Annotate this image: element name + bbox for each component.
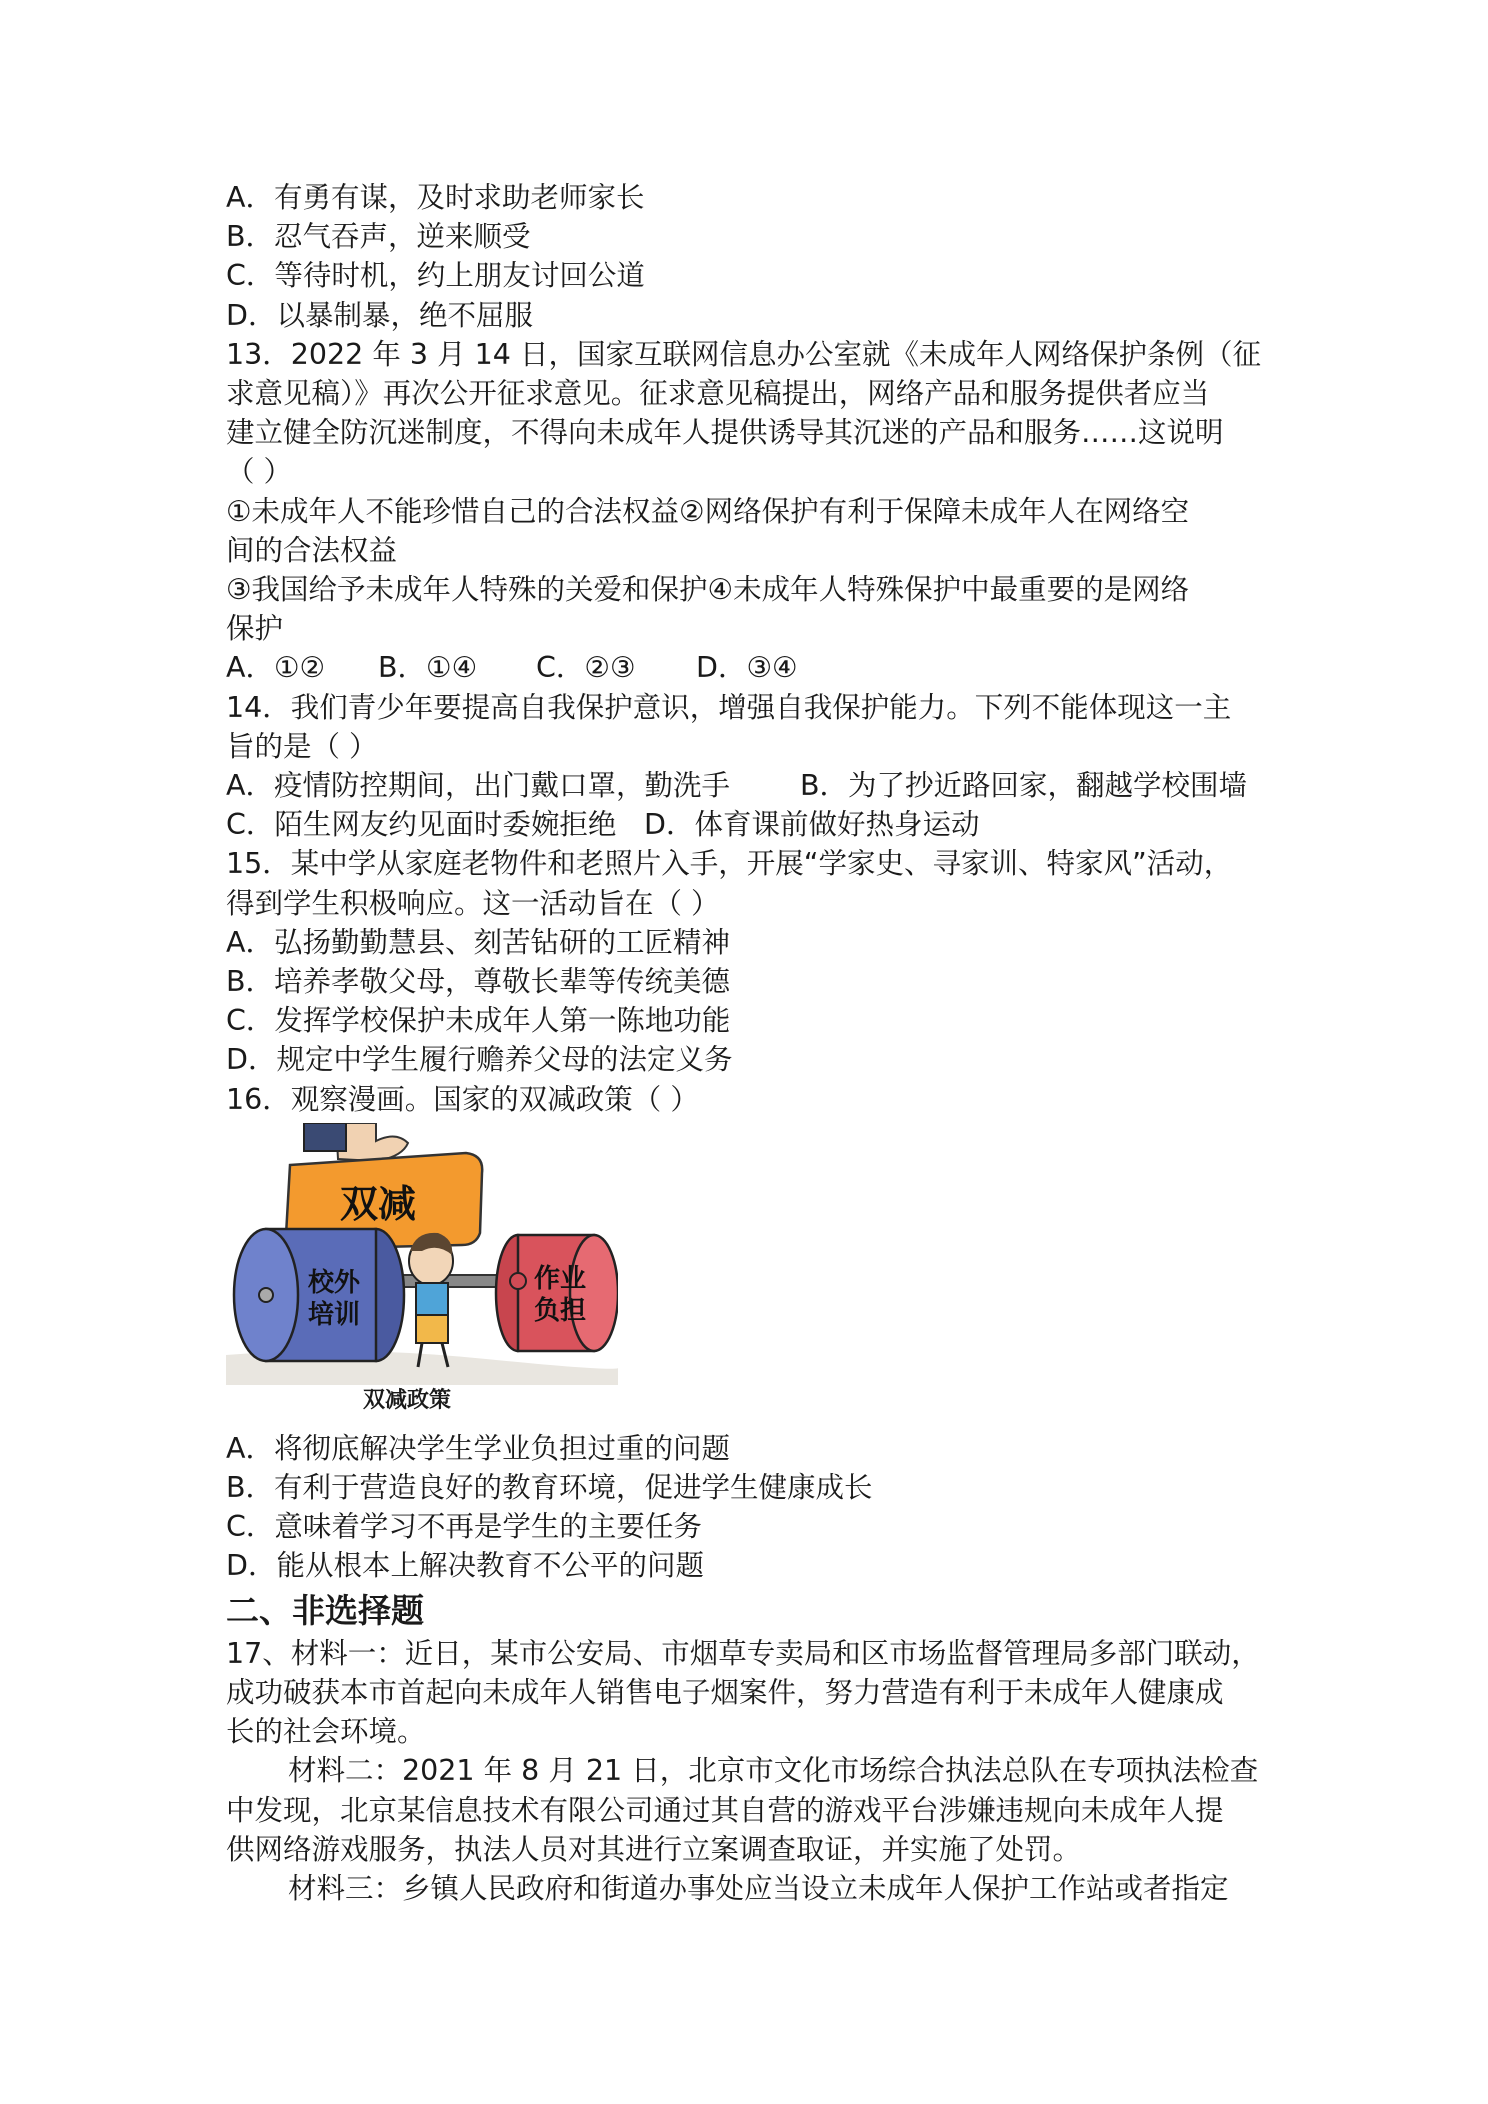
q12-option-c: C．等待时机，约上朋友讨回公道 <box>226 259 645 293</box>
cartoon-left-label-2: 培训 <box>307 1299 361 1330</box>
q15-option-b: B．培养孝敬父母，尊敬长辈等传统美德 <box>226 965 731 999</box>
q17-material-2-line: 中发现，北京某信息技术有限公司通过其自营的游戏平台涉嫌违规向未成年人提 <box>226 1793 1224 1827</box>
q17-material-1-line: 长的社会环境。 <box>226 1715 426 1749</box>
cartoon-left-label-1: 校外 <box>307 1267 361 1298</box>
q13-statement-line: 保护 <box>226 612 284 646</box>
q13-statement-line: ①未成年人不能珍惜自己的合法权益②网络保护有利于保障未成年人在网络空 <box>226 494 1190 528</box>
q13-options <box>226 648 1276 687</box>
q16-stem: 16．观察漫画。国家的双减政策（ ） <box>226 1082 699 1116</box>
q13-stem-line: 13．2022 年 3 月 14 日，国家互联网信息办公室就《未成年人网络保护条例（征 <box>226 337 1261 371</box>
q14-options-row-1 <box>226 766 1276 805</box>
q14-option-a: A．疫情防控期间，出门戴口罩，勤洗手 <box>226 769 730 803</box>
q16-option-c: C．意味着学习不再是学生的主要任务 <box>226 1510 702 1544</box>
q16-option-b: B．有利于营造良好的教育环境，促进学生健康成长 <box>226 1471 873 1505</box>
q15-stem-line: 15．某中学从家庭老物件和老照片入手，开展“学家史、寻家训、特家风”活动， <box>226 847 1233 881</box>
q14-option-b: B．为了抄近路回家，翻越学校围墙 <box>800 769 1248 803</box>
q14-option-d: D．体育课前做好热身运动 <box>644 808 980 842</box>
q12-option-a: A．有勇有谋，及时求助老师家长 <box>226 181 645 214</box>
child-shirt-shape <box>416 1283 448 1317</box>
q13-option-a: A．①② <box>226 651 326 685</box>
section-heading: 二、非选择题 <box>226 1590 424 1630</box>
child-shorts-shape <box>416 1315 448 1343</box>
q14-stem-line: 旨的是（ ） <box>226 729 378 763</box>
cartoon-illustration <box>226 1123 618 1385</box>
q14-options-row-2 <box>226 805 1276 844</box>
q17-material-2-line: 供网络游戏服务，执法人员对其进行立案调查取证，并实施了处罚。 <box>226 1832 1082 1866</box>
q13-stem-line: 建立健全防沉迷制度，不得向未成年人提供诱导其沉迷的产品和服务……这说明 <box>226 416 1224 450</box>
cartoon-right-label-1: 作业 <box>533 1263 587 1294</box>
q13-option-c: C．②③ <box>536 651 636 685</box>
q16-option-a: A．将彻底解决学生学业负担过重的问题 <box>226 1431 730 1465</box>
q17-material-3-line: 材料三：乡镇人民政府和街道办事处应当设立未成年人保护工作站或者指定 <box>288 1871 1229 1905</box>
q13-statement-line: 间的合法权益 <box>226 533 398 567</box>
q17-material-1-line: 17、材料一：近日，某市公安局、市烟草专卖局和区市场监督管理局多部门联动， <box>226 1636 1260 1670</box>
cartoon-caption: 双减政策 <box>363 1387 452 1413</box>
q14-option-c: C．陌生网友约见面时委婉拒绝 <box>226 808 617 842</box>
q12-option-b: B．忍气吞声，逆来顺受 <box>226 220 531 254</box>
sleeve-shape <box>304 1123 346 1151</box>
q13-statement-line: ③我国给予未成年人特殊的关爱和保护④未成年人特殊保护中最重要的是网络 <box>226 573 1190 607</box>
q12-option-d: D．以暴制暴，绝不屈服 <box>226 298 533 332</box>
cartoon-top-label: 双减 <box>339 1181 417 1226</box>
q17-material-1-line: 成功破获本市首起向未成年人销售电子烟案件，努力营造有利于未成年人健康成 <box>226 1675 1224 1709</box>
q13-option-b: B．①④ <box>378 651 478 685</box>
q13-stem-line: 求意见稿）》再次公开征求意见。征求意见稿提出，网络产品和服务提供者应当 <box>226 377 1210 411</box>
q15-option-c: C．发挥学校保护未成年人第一陈地功能 <box>226 1004 731 1038</box>
q17-material-2-line: 材料二：2021 年 8 月 21 日，北京市文化市场综合执法总队在专项执法检查 <box>288 1754 1259 1788</box>
q14-stem-line: 14．我们青少年要提高自我保护意识，增强自我保护能力。下列不能体现这一主 <box>226 690 1232 724</box>
double-reduction-cartoon <box>226 1123 618 1385</box>
q13-option-d: D．③④ <box>696 651 798 685</box>
exam-page <box>226 178 1276 1908</box>
q15-option-d: D．规定中学生履行赡养父母的法定义务 <box>226 1043 733 1077</box>
q13-stem-line: （ ） <box>226 455 293 489</box>
q16-option-d: D．能从根本上解决教育不公平的问题 <box>226 1549 704 1583</box>
q15-stem-line: 得到学生积极响应。这一活动旨在（ ） <box>226 886 720 920</box>
cartoon-right-label-2: 负担 <box>533 1295 587 1326</box>
q15-option-a: A．弘扬勤勤慧县、刻苦钻研的工匠精神 <box>226 925 730 959</box>
